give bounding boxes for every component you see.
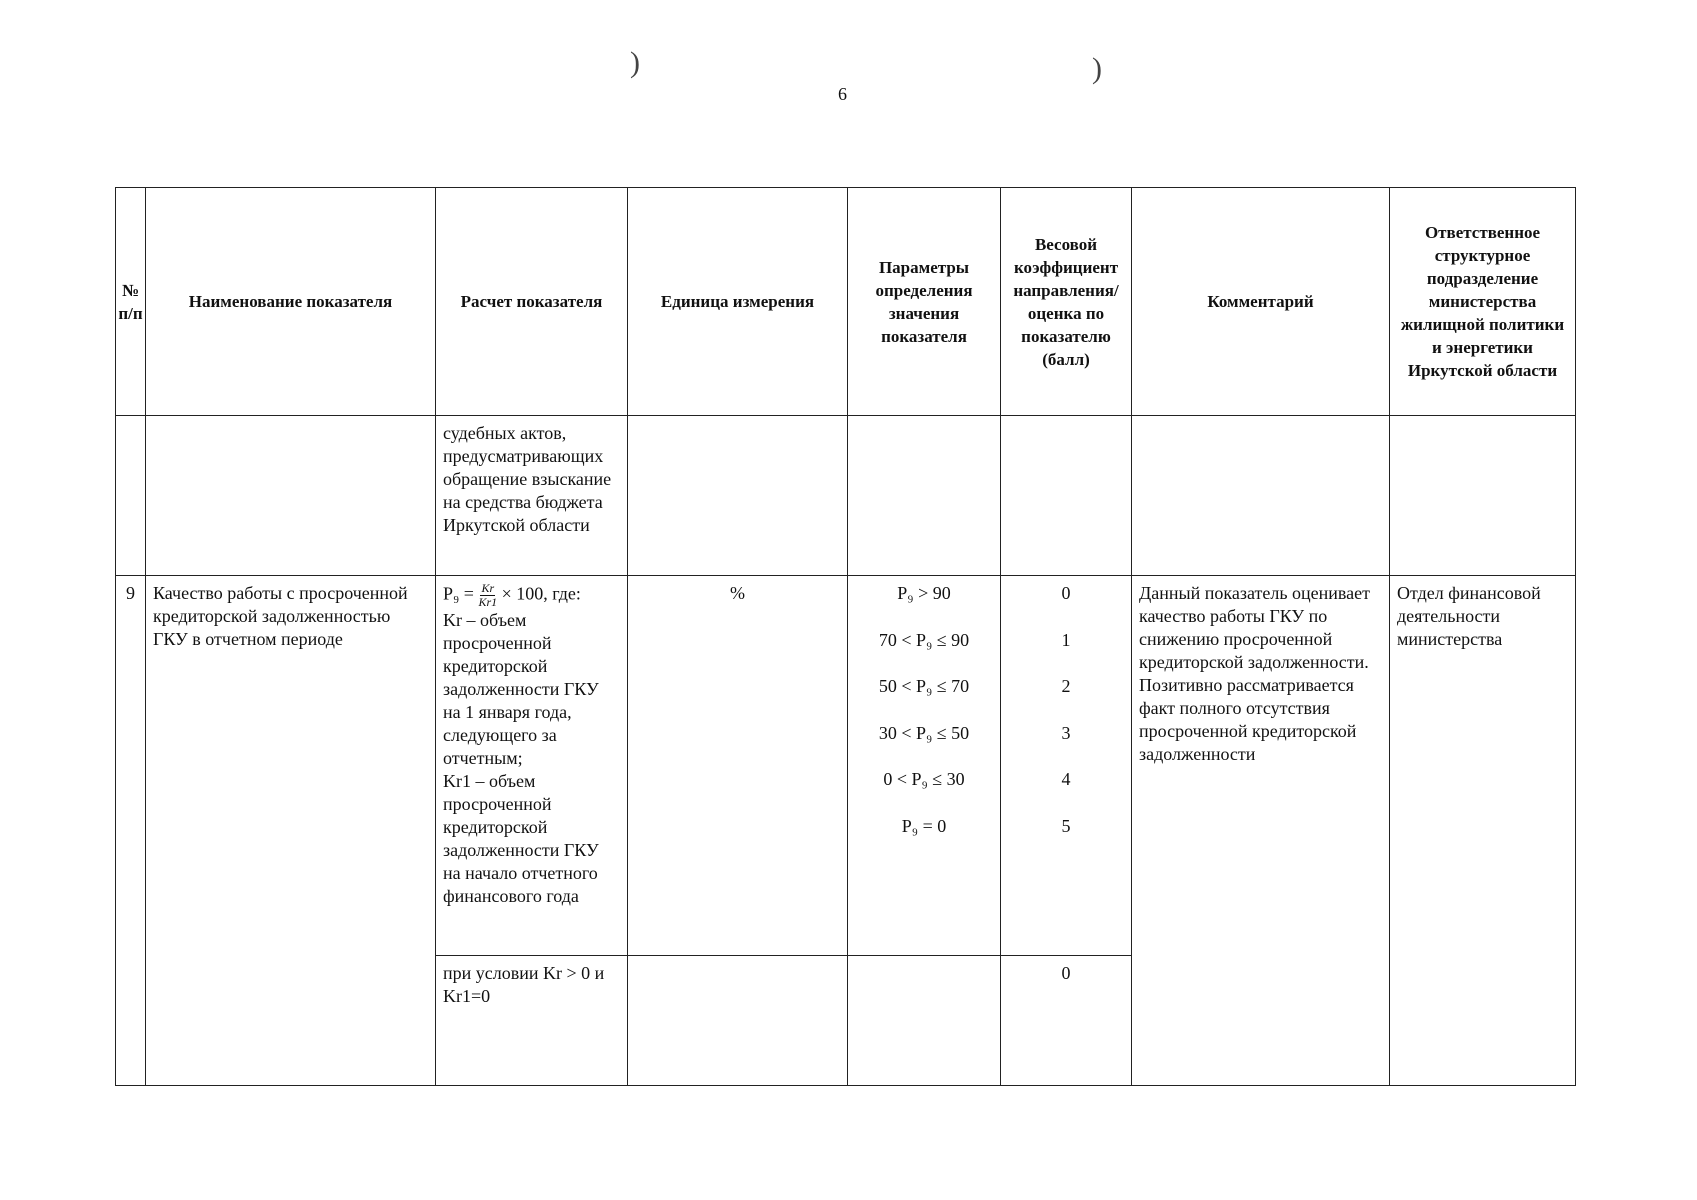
header-num: № п/п <box>116 188 146 416</box>
scan-artifact-paren: ) <box>630 46 640 79</box>
table-row-9 <box>116 576 1576 956</box>
weight-value: 0 <box>1061 583 1071 603</box>
page-number: 6 <box>838 84 847 104</box>
responsible-department: Отдел финансовой деятельности министерства <box>1390 576 1576 1086</box>
param-condition: P₉ = 0 <box>901 815 947 836</box>
header-row <box>116 188 1576 416</box>
formula-rhs: × 100, где: <box>501 583 581 604</box>
header-weight: Весовой коэффициент направления/оценка по показателю (балл) <box>1001 188 1132 416</box>
formula <box>443 582 620 609</box>
formula-lhs: P₉ = <box>443 583 479 604</box>
params-cell <box>848 576 1001 956</box>
cell-empty <box>628 416 848 576</box>
header-responsible: Ответственное структурное подразделение министерства жилищной политики и энергетики Иркутской области <box>1390 188 1576 416</box>
indicator-name: Качество работы с просроченной кредиторской задолженностью ГКУ в отчетном периоде <box>146 576 436 1086</box>
header-unit: Единица измерения <box>628 188 848 416</box>
weight-value: 1 <box>1061 629 1071 650</box>
param-condition: 50 < P₉ ≤ 70 <box>878 676 970 696</box>
header-comment: Комментарий <box>1132 188 1390 416</box>
formula-numerator: Kr <box>481 581 495 595</box>
cell-empty <box>628 956 848 1086</box>
cell-empty <box>848 416 1001 576</box>
indicators-table <box>115 187 1576 1086</box>
formula-fraction <box>478 582 497 609</box>
cell-empty <box>146 416 436 576</box>
header-params: Параметры определения значения показателя <box>848 188 1001 416</box>
cell-empty <box>1390 416 1576 576</box>
header-name: Наименование показателя <box>146 188 436 416</box>
cell-empty <box>1001 416 1132 576</box>
param-condition: 0 < P₉ ≤ 30 <box>883 769 965 789</box>
param-condition: 30 < P₉ ≤ 50 <box>878 722 970 743</box>
condition-calc: при условии Kr > 0 и Kr1=0 <box>436 956 628 1086</box>
weight-value: 4 <box>1061 769 1071 789</box>
formula-denominator: Kr1 <box>478 595 498 609</box>
weights-cell <box>1001 576 1132 956</box>
row-number: 9 <box>116 576 146 1086</box>
header-calc: Расчет показателя <box>436 188 628 416</box>
param-condition: P₉ > 90 <box>897 583 951 603</box>
continuation-calc: судебных актов, предусматривающих обращение взыскание на средства бюджета Иркутской области <box>436 416 628 576</box>
indicator-calc <box>436 576 628 956</box>
weight-value: 5 <box>1061 815 1071 836</box>
comment: Данный показатель оценивает качество работы ГКУ по снижению просроченной кредиторской задолженности. Позитивно рассматривается факт полного отсутствия просроченной кредиторской задолженности <box>1132 576 1390 1086</box>
cell-empty <box>848 956 1001 1086</box>
continuation-row <box>116 416 1576 576</box>
weight-value: 3 <box>1061 722 1071 743</box>
condition-weight: 0 <box>1001 956 1132 1086</box>
weight-value: 2 <box>1061 676 1071 696</box>
scan-artifact-paren: ) <box>1092 52 1102 85</box>
param-condition: 70 < P₉ ≤ 90 <box>878 629 970 650</box>
unit: % <box>628 576 848 956</box>
cell-empty <box>116 416 146 576</box>
cell-empty <box>1132 416 1390 576</box>
calc-description: Kr – объем просроченной кредиторской задолженности ГКУ на 1 января года, следующего за отчетным; Kr1 – объем просроченной кредиторской задолженности ГКУ на начало отчетного финансового года <box>443 610 599 906</box>
